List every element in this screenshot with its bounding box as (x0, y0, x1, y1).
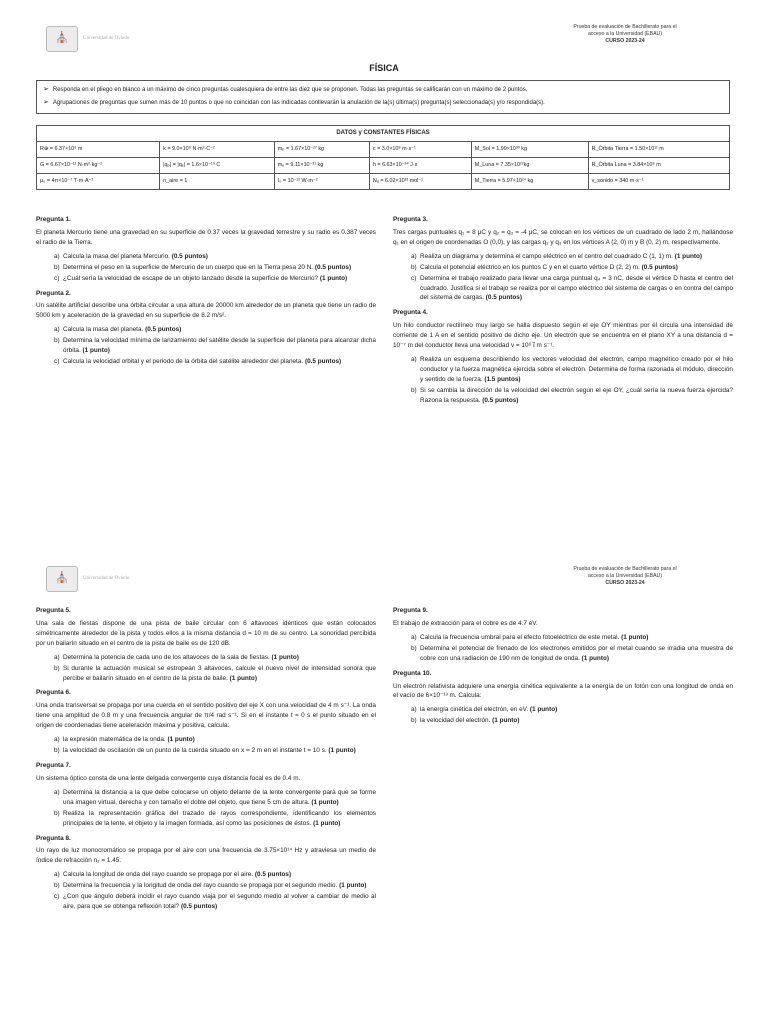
item-points: (1 punto) (311, 798, 339, 806)
list-item (54, 881, 376, 891)
constants-table (36, 125, 730, 190)
item-letter: a) (54, 653, 60, 661)
list-item (54, 735, 376, 745)
table-cell: M_Luna = 7.35×10²²kg (471, 158, 588, 174)
item-points: (1 punto) (492, 717, 520, 725)
question-block (36, 834, 376, 912)
item-text: Determina la distancia a la que debe colocarse un objeto delante de la lente convergente para que se forme una imagen virtual, derecha y con tamaño el doble del objeto, que tiene 5 cm de altura. (63, 788, 376, 806)
table-row (37, 142, 730, 158)
item-letter: a) (411, 706, 417, 714)
item-points: (1 punto) (581, 654, 610, 662)
item-text: la expresión matemática de la onda. (63, 736, 166, 744)
university-logo: ⛪ Universidad de Oviedo (46, 26, 129, 52)
item-points: (0.5 puntos) (482, 396, 519, 404)
question-statement: Tres cargas puntuales q₁ = 8 μC y q₂ = q₃ = -4 μC, se colocan en los vértices de un cuadrado de lado 2 m, hallándose q₁ en el origen de coordenadas O (0,0), y las cargas q₂ y q₃ en los vértices A (2, 0) m y B (0, 2) m, respectivamente. (393, 228, 733, 246)
item-letter: b) (54, 337, 60, 345)
table-cell: R_Órbita Tierra = 1.50×10¹¹ m (588, 142, 729, 158)
item-text: Realiza un esquema describiendo los vectores velocidad del electrón, campo magnético creado por el hilo conductor y la fuerza magnética ejercida sobre el electrón. Determina de forma razonada el módulo, dirección y sentido de la fuerza. (420, 356, 733, 383)
item-letter: b) (54, 263, 60, 271)
item-letter: a) (54, 788, 60, 796)
list-item (54, 870, 376, 880)
item-letter: c) (411, 274, 417, 282)
table-cell: I₀ = 10⁻¹² W·m⁻² (274, 174, 369, 190)
item-text: Determina el potencial de frenado de los electrones emitidos por el metal cuando se irradia una muestra de cobre con una radiación de 190 nm de longitud de onda. (420, 644, 733, 662)
item-text: Calcula la frecuencia umbral para el efecto fotoeléctrico de este metal. (420, 633, 620, 641)
question-title: Pregunta 2. (36, 289, 71, 297)
question-statement: Un hilo conductor rectilíneo muy largo se halla dispuesto según el eje OY mientras por él circula una intensidad de corriente de 1 A en el sentido positivo de dicho eje. Un electrón que se encuentra en el plano XY a una distancia d = 10⁻⁷ m del conductor lleva una velocidad v = 10⁶ i⃗ m s⁻¹. (393, 322, 733, 350)
item-points: (0.5 puntos) (180, 903, 218, 911)
item-letter: c) (54, 274, 60, 282)
question-items (393, 355, 733, 406)
questions-column-page2-right (393, 603, 733, 731)
question-statement: Una onda transversal se propaga por una cuerda en el sentido positivo del eje X con una velocidad de 4 m s⁻¹. La onda tiene una amplitud de 0.8 m y una frecuencia angular de π/4 rad s⁻¹. Si en el instante t = 0 s el punto situado en el origen de coordenadas tiene aceleración máxima y positiva, calcula: (36, 702, 376, 730)
item-text: Determina la velocidad mínima de lanzamiento del satélite desde la superficie del planeta para alcanzar dicha órbita. (63, 337, 376, 355)
table-row (37, 174, 730, 190)
item-text: la energía cinética del electrón, en eV. (420, 706, 529, 714)
question-title: Pregunta 7. (36, 761, 71, 769)
item-text: Calcula la velocidad orbital y el periodo de la órbita del satélite alrededor del planeta. (63, 358, 304, 366)
question-statement: Una sala de fiestas dispone de una pista de baile circular con 6 altavoces idénticos que están colocados simétricamente alrededor de la pista y todos ellos a la misma distancia d = 10 m de su centro. La sonoridad percibida por un bailarín situado en el centro de la pista de baile es de 120 dB. (36, 619, 376, 647)
item-points: (1.5 puntos) (484, 375, 521, 383)
question-statement: Un rayo de luz monocromático se propaga por el aire con una frecuencia de 3.75×10¹⁴ Hz y atraviesa un medio de índice de refracción n₂ = 1.45. (36, 847, 376, 865)
question-items (36, 325, 376, 367)
item-letter: a) (411, 356, 417, 364)
list-item (411, 386, 733, 406)
list-item (54, 263, 376, 273)
item-text: Realiza la representación gráfica del trazado de rayos correspondiente, identificando los elementos principales de la lente, el objeto y la imagen formada, así como las posiciones de éstos. (63, 809, 376, 827)
item-points: (1 punto) (328, 747, 356, 755)
item-letter: b) (54, 747, 60, 755)
instruction-1: ➢ Responda en el pliego en blanco a un máximo de cinco preguntas cualesquiera de entre las diez que se proponen. Todas las preguntas se calificarán con un máximo de 2 puntos. (43, 86, 528, 93)
university-seal-icon: ⛪ (46, 566, 78, 592)
item-text: Realiza un diagrama y determina el campo eléctrico en el centro del cuadrado C (1, 1) m. (420, 252, 673, 260)
question-items (36, 870, 376, 912)
table-cell: |qₚ| = |qₑ| = 1.6×10⁻¹⁹ C (160, 158, 275, 174)
item-points: (0.5 puntos) (145, 326, 182, 334)
question-statement: Un sistema óptico consta de una lente delgada convergente cuya distancia focal es de 0.4 m. (36, 774, 301, 782)
questions-column-page1-left (36, 212, 376, 372)
question-block (36, 289, 376, 367)
list-item (411, 705, 733, 715)
questions-column-page2-left (36, 603, 376, 917)
constants-heading: DATOS y CONSTANTES FÍSICAS (37, 126, 730, 142)
item-text: la velocidad de oscilación de un punto de la cuerda situado en x = 2 m en el instante t = 10 s. (63, 747, 327, 755)
list-item (411, 252, 733, 262)
list-item (54, 653, 376, 663)
list-item (54, 357, 376, 367)
table-cell: R_Órbita Luna = 3.84×10⁸ m (588, 158, 729, 174)
item-text: Determina la potencia de cada uno de los altavoces de la sala de fiestas. (63, 653, 270, 661)
item-points: (1 punto) (313, 819, 341, 827)
table-cell: R⊕ = 6.37×10⁶ m (37, 142, 160, 158)
item-points: (1 punto) (229, 674, 257, 682)
item-text: Determina el peso en la superficie de Mercurio de un cuerpo que en la Tierra pesa 20 N. (63, 263, 314, 271)
item-text: Determina el trabajo realizado para llevar una carga puntual q₄ = 3 nC, desde el vértice D hasta el centro del cuadrado. Justifica si el trabajo se realiza por el campo eléctrico del sistema de cargas o en contra del campo del sistema de cargas. (420, 274, 733, 302)
exam-header: Prueba de evaluación de Bachillerato para el acceso a la Universidad (EBAU) CURSO 2023-24 (573, 566, 677, 586)
table-cell: M_Tierra = 5.97×10²⁴ kg (471, 174, 588, 190)
item-points: (0.5 puntos) (304, 358, 342, 366)
question-block (36, 606, 376, 683)
table-cell: μ₀ = 4π×10⁻⁷ T·m·A⁻¹ (37, 174, 160, 190)
question-title: Pregunta 5. (36, 607, 71, 614)
university-seal-icon: ⛪ (46, 26, 78, 52)
question-block (393, 606, 733, 664)
item-text: ¿Con que ángulo deberá incidir el rayo cuando viaja por el segundo medio al volver a cambiar de medio al aire, para que se obtenga reflexión total? (63, 893, 376, 911)
item-points: (1 punto) (167, 736, 195, 744)
question-title: Pregunta 8. (36, 834, 71, 842)
arrow-icon: ➢ (43, 86, 49, 93)
item-text: Calcula la masa del planeta. (63, 326, 144, 334)
table-cell: h = 6.63×10⁻³⁴ J·s (369, 158, 471, 174)
item-points: (1 punto) (529, 706, 558, 714)
table-cell: mₚ = 1.67×10⁻²⁷ kg (274, 142, 369, 158)
question-items (36, 788, 376, 829)
item-text: ¿Cuál sería la velocidad de escape de un objeto lanzado desde la superficie de Mercurio? (63, 274, 319, 282)
question-block (393, 215, 733, 303)
question-title: Pregunta 10. (393, 669, 432, 677)
question-statement: El trabajo de extracción para el cobre es de 4.7 eV. (393, 619, 538, 627)
list-item (54, 788, 376, 808)
list-item (411, 263, 733, 273)
item-text: Calcula el potencial eléctrico en los puntos C y en el cuarto vértice D (2, 2) m. (420, 263, 640, 271)
university-logo: ⛪ Universidad de Oviedo (46, 566, 129, 592)
question-block (393, 669, 733, 727)
list-item (54, 336, 376, 356)
question-title: Pregunta 9. (393, 607, 428, 614)
exam-header: Prueba de evaluación de Bachillerato para el acceso a la Universidad (EBAU) CURSO 2023-24 (573, 24, 677, 44)
table-cell: G = 6.67×10⁻¹¹ N·m²·kg⁻² (37, 158, 160, 174)
item-letter: c) (54, 358, 60, 366)
item-letter: a) (54, 736, 60, 744)
question-items (393, 633, 733, 664)
item-points: (1 punto) (319, 274, 348, 282)
instruction-2: ➢ Agrupaciones de preguntas que sumen más de 10 puntos o que no coincidan con las indicadas conllevarán la anulación de la(s) última(s) pregunta(s) seleccionada(s) y/o respondida(s). (43, 98, 545, 106)
item-points: (1 punto) (82, 347, 110, 355)
item-points: (0.5 puntos) (641, 263, 678, 271)
question-block (393, 308, 733, 405)
table-row (37, 158, 730, 174)
item-letter: a) (54, 326, 60, 334)
list-item (411, 633, 733, 643)
item-points: (0.5 puntos) (314, 263, 352, 271)
list-item (54, 664, 376, 684)
item-letter: b) (54, 664, 60, 672)
list-item (54, 892, 376, 912)
table-cell: k = 9.0×10⁹ N·m²·C⁻² (160, 142, 275, 158)
question-title: Pregunta 4. (393, 309, 428, 317)
item-text: Calcula la longitud de onda del rayo cuando se propaga por el aire. (63, 871, 254, 879)
list-item (54, 325, 376, 335)
list-item (54, 274, 376, 284)
item-letter: c) (54, 893, 60, 901)
question-title: Pregunta 6. (36, 689, 71, 697)
table-cell: v_sonido = 340 m·s⁻¹ (588, 174, 729, 190)
table-cell: M_Sol = 1.99×10³⁰ kg (471, 142, 588, 158)
item-text: Determina la frecuencia y la longitud de onda del rayo cuando se propaga por el segundo medio. (63, 882, 338, 890)
item-letter: a) (411, 633, 417, 641)
item-letter: a) (411, 252, 417, 260)
list-item (411, 274, 733, 304)
question-block (36, 688, 376, 756)
list-item (411, 355, 733, 385)
item-letter: b) (411, 263, 417, 271)
question-title: Pregunta 1. (36, 216, 71, 223)
item-points: (0.5 puntos) (254, 871, 292, 879)
list-item (54, 252, 376, 262)
question-statement: Un satélite artificial describe una órbita circular a una altura de 20000 km alrededor de un planeta que tiene un radio de 5000 km y aceleración de la gravedad en su superficie de 8.2 m/s². (36, 302, 376, 320)
item-points: (1 punto) (674, 252, 703, 260)
item-points: (1 punto) (339, 882, 367, 890)
item-text: Calcula la masa del planeta Mercurio. (63, 252, 170, 260)
arrow-icon: ➢ (43, 98, 49, 106)
question-title: Pregunta 3. (393, 216, 428, 223)
page-title: FÍSICA (369, 63, 399, 73)
question-statement: El planeta Mercurio tiene una gravedad en su superficie de 0.37 veces la gravedad terrestre y su radio es 0.387 veces el radio de la Tierra. (36, 228, 376, 246)
table-cell: n_aire = 1 (160, 174, 275, 190)
question-block (36, 215, 376, 284)
question-statement: Un electrón relativista adquiere una energía cinética equivalente a la energía de un fotón con una longitud de onda en el vacío de 6×10⁻¹³ m. Calcula: (393, 682, 733, 700)
list-item (54, 746, 376, 756)
item-letter: b) (54, 882, 60, 890)
list-item (411, 644, 733, 664)
question-items (393, 705, 733, 726)
item-letter: b) (411, 717, 417, 725)
list-item (411, 716, 733, 726)
instructions-box (36, 80, 730, 114)
item-letter: b) (411, 644, 417, 652)
item-letter: b) (411, 386, 417, 394)
table-cell: Nₐ = 6.02×10²³ mol⁻¹ (369, 174, 471, 190)
item-letter: a) (54, 252, 60, 260)
question-items (36, 252, 376, 284)
list-item (54, 809, 376, 829)
item-letter: b) (54, 809, 60, 817)
table-cell: c = 3.0×10⁸ m·s⁻¹ (369, 142, 471, 158)
item-points: (0.5 puntos) (171, 252, 208, 260)
question-items (36, 653, 376, 684)
item-text: Si se cambia la dirección de la velocidad del electrón según el eje OY, ¿cuál sería la nueva fuerza ejercida? Razona la respuesta. (420, 386, 733, 404)
item-letter: a) (54, 871, 60, 879)
item-points: (1 punto) (271, 653, 299, 661)
item-points: (0.5 puntos) (485, 294, 522, 302)
table-cell: mₑ = 9.11×10⁻³¹ kg (274, 158, 369, 174)
question-items (36, 735, 376, 756)
questions-column-page1-right (393, 212, 733, 411)
question-block (36, 761, 376, 829)
item-text: la velocidad del electrón. (420, 717, 491, 725)
question-items (393, 252, 733, 304)
item-points: (1 punto) (621, 633, 649, 641)
item-text: Si durante la actuación musical se estropean 3 altavoces, calcule el nuevo nivel de intensidad sonora que percibe el bailarín situado en el centro de la pista de baile. (63, 664, 376, 682)
